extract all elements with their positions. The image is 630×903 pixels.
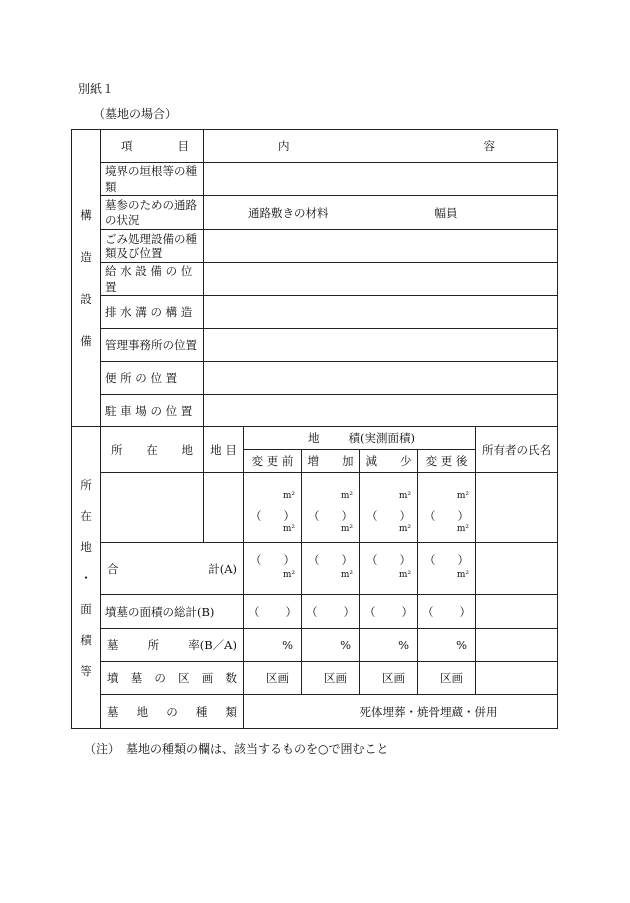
total-before-change[interactable]: （ ） m² bbox=[244, 543, 302, 595]
row-office-location-value[interactable] bbox=[204, 329, 558, 362]
cemetery-form-table bbox=[71, 129, 558, 729]
row-parking-location: 駐 車 場 の 位 置 bbox=[101, 395, 204, 427]
total-decrease[interactable]: （ ） m² bbox=[360, 543, 418, 595]
ratio-decrease[interactable]: % bbox=[360, 629, 418, 662]
grave-plots-label: 墳 墓 の 区 画 数 bbox=[101, 662, 244, 695]
location-section-label: 所 在 地 ・ 面 積 等 bbox=[72, 427, 101, 729]
row-water-supply-value[interactable] bbox=[204, 263, 558, 296]
row-garbage-facility: ごみ処理設備の種類及び位置 bbox=[101, 230, 204, 263]
cemetery-type-label: 墓 地 の 種 類 bbox=[101, 695, 244, 729]
header-location: 所 在 地 bbox=[101, 427, 204, 473]
total-increase[interactable]: （ ） m² bbox=[302, 543, 360, 595]
total-area-label: 合 計(A) bbox=[101, 543, 244, 595]
row-drainage-value[interactable] bbox=[204, 296, 558, 329]
document-label: 別紙１ bbox=[78, 82, 115, 96]
document-subtitle: （墓地の場合） bbox=[93, 107, 178, 121]
land-category-value[interactable] bbox=[204, 473, 244, 543]
total-owner-blank bbox=[476, 543, 558, 595]
header-before-change: 変 更 前 bbox=[244, 450, 302, 473]
plots-after-change[interactable]: 区画 bbox=[418, 662, 476, 695]
row-garbage-facility-value[interactable] bbox=[204, 230, 558, 263]
path-material-label: 通路敷きの材料 bbox=[248, 205, 329, 220]
area-decrease[interactable]: m² （ ） m² bbox=[360, 473, 418, 543]
grave-area-total-label: 墳墓の面積の総計(B) bbox=[101, 595, 244, 629]
header-item: 項 目 bbox=[101, 130, 204, 163]
owner-name-value[interactable] bbox=[476, 473, 558, 543]
header-content: 内 容 bbox=[204, 130, 558, 163]
row-path-condition: 墓参のための通路の状況 bbox=[101, 196, 204, 230]
ratio-before-change[interactable]: % bbox=[244, 629, 302, 662]
header-area: 地 積(実測面積) bbox=[244, 427, 476, 450]
plots-before-change[interactable]: 区画 bbox=[244, 662, 302, 695]
ratio-after-change[interactable]: % bbox=[418, 629, 476, 662]
plots-owner-blank bbox=[476, 662, 558, 695]
grave-ratio-label: 墓 所 率(B／A) bbox=[101, 629, 244, 662]
row-fence-type: 境界の垣根等の種類 bbox=[101, 163, 204, 196]
row-toilet-location-value[interactable] bbox=[204, 362, 558, 395]
row-water-supply: 給 水 設 備 の 位 置 bbox=[101, 263, 204, 296]
row-fence-type-value[interactable] bbox=[204, 163, 558, 196]
header-increase: 増 加 bbox=[302, 450, 360, 473]
area-after-change[interactable]: m² （ ） m² bbox=[418, 473, 476, 543]
header-owner-name: 所有者の氏名 bbox=[476, 427, 558, 473]
header-after-change: 変 更 後 bbox=[418, 450, 476, 473]
area-increase[interactable]: m² （ ） m² bbox=[302, 473, 360, 543]
area-before-change[interactable]: m² （ ） m² bbox=[244, 473, 302, 543]
header-land-category: 地 目 bbox=[204, 427, 244, 473]
row-drainage: 排 水 溝 の 構 造 bbox=[101, 296, 204, 329]
row-office-location: 管理事務所の位置 bbox=[101, 329, 204, 362]
total-after-change[interactable]: （ ） m² bbox=[418, 543, 476, 595]
location-value[interactable] bbox=[101, 473, 204, 543]
grave-area-before-change[interactable]: （ ） bbox=[244, 595, 302, 629]
grave-area-after-change[interactable]: （ ） bbox=[418, 595, 476, 629]
plots-decrease[interactable]: 区画 bbox=[360, 662, 418, 695]
grave-area-decrease[interactable]: （ ） bbox=[360, 595, 418, 629]
grave-area-owner-blank bbox=[476, 595, 558, 629]
ratio-owner-blank bbox=[476, 629, 558, 662]
header-decrease: 減 少 bbox=[360, 450, 418, 473]
grave-area-increase[interactable]: （ ） bbox=[302, 595, 360, 629]
structure-section-label: 構 造 設 備 bbox=[72, 130, 101, 427]
footnote: （注） 墓地の種類の欄は、該当するものを○で囲むこと bbox=[84, 742, 389, 756]
row-parking-location-value[interactable] bbox=[204, 395, 558, 427]
path-width-label: 幅員 bbox=[434, 205, 458, 220]
row-toilet-location: 便 所 の 位 置 bbox=[101, 362, 204, 395]
plots-increase[interactable]: 区画 bbox=[302, 662, 360, 695]
row-path-condition-value[interactable] bbox=[204, 196, 558, 230]
ratio-increase[interactable]: % bbox=[302, 629, 360, 662]
cemetery-type-options[interactable]: 死体埋葬・焼骨埋蔵・併用 bbox=[244, 695, 558, 729]
